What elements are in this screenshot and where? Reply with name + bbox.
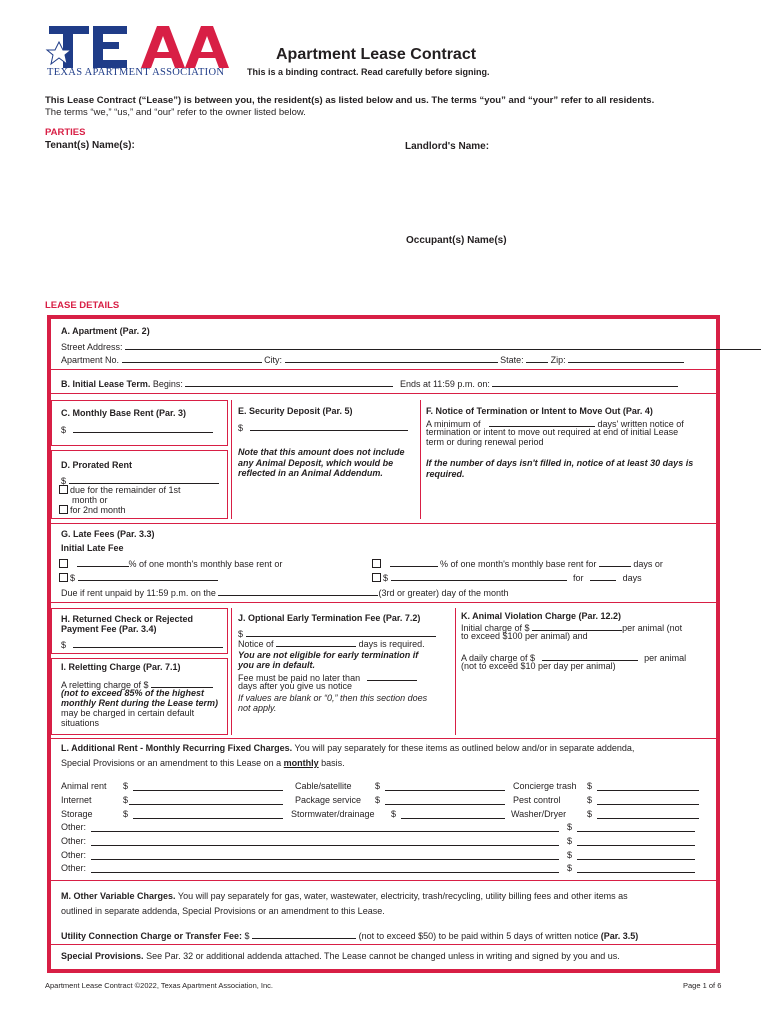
section-i-title: I. Reletting Charge (Par. 7.1) — [61, 662, 181, 672]
apartment-no-field[interactable] — [122, 353, 262, 363]
per-animal-label: per animal (not — [622, 623, 683, 633]
days-notice-label: days' written notice of — [597, 419, 684, 429]
blank-note-1: If values are blank or “0,” then this section does — [238, 693, 428, 703]
internet-label: Internet — [61, 795, 92, 805]
pest-control-field[interactable] — [597, 795, 699, 805]
special-provisions-text: See Par. 32 or additional addenda attached. The Lease cannot be changed unless in writing and signed by you and us. — [146, 951, 620, 961]
prorated-1st-label: due for the remainder of 1st — [70, 485, 181, 495]
returned-check-row — [61, 638, 223, 651]
zip-label: Zip: — [550, 355, 566, 365]
late-fee-dollar-field[interactable] — [78, 571, 218, 581]
street-address-row — [61, 340, 761, 353]
security-deposit-field[interactable] — [250, 421, 408, 431]
monthly-rent-row — [61, 423, 213, 436]
dollar-sign: $ — [567, 850, 573, 860]
early-term-fee-field[interactable] — [246, 627, 436, 637]
occupants-label[interactable]: Occupant(s) Name(s) — [406, 235, 507, 246]
daily-fee-dollar-field[interactable] — [391, 571, 567, 581]
late-due-row — [61, 586, 509, 599]
animal-exceed-2: (not to exceed $10 per day per animal) — [461, 661, 616, 671]
dollar-sign: $ — [123, 795, 129, 805]
daily-fee-dollar-checkbox[interactable] — [372, 573, 381, 582]
returned-check-fee-field[interactable] — [73, 638, 223, 648]
landlord-label[interactable]: Landlord's Name: — [405, 141, 490, 152]
early-term-notice-row — [238, 637, 425, 650]
tenants-label[interactable]: Tenant(s) Name(s): — [45, 140, 135, 151]
dollar-sign: $ — [375, 781, 381, 791]
reletting-line-3: monthly Rent during the Lease term) — [61, 698, 219, 708]
animal-daily-field[interactable] — [542, 651, 638, 661]
section-h-title-1: H. Returned Check or Rejected — [61, 614, 194, 624]
apartment-row — [61, 353, 684, 366]
notice-line-3: term or during renewal period — [426, 437, 544, 447]
reletting-line-5: situations — [61, 718, 100, 728]
section-m-row-1 — [61, 891, 628, 902]
page-subtitle: This is a binding contract. Read carefully before signing. — [247, 67, 490, 77]
late-fee-pct-row[interactable] — [59, 557, 282, 570]
section-h-title-2: Payment Fee (Par. 3.4) — [61, 624, 157, 634]
due-text: Due if rent unpaid by 11:59 p.m. on the — [61, 588, 216, 598]
taa-logo-mark — [45, 20, 245, 72]
section-a-title: A. Apartment (Par. 2) — [61, 326, 150, 336]
city-field[interactable] — [285, 353, 498, 363]
dollar-sign: $ — [238, 423, 244, 433]
footer-left: Apartment Lease Contract ©2022, Texas Apartment Association, Inc. — [45, 981, 274, 990]
taa-logo — [45, 20, 245, 80]
cable-field[interactable] — [385, 781, 505, 791]
reletting-label: A reletting charge of $ — [61, 680, 149, 690]
stormwater-field[interactable] — [401, 809, 505, 819]
reletting-line-2: (not to exceed 85% of the highest — [61, 688, 205, 698]
section-d-title: D. Prorated Rent — [61, 460, 133, 470]
other-label: Other: — [61, 822, 87, 832]
daily-fee-dollar-row[interactable] — [372, 571, 642, 584]
section-f-title: F. Notice of Termination or Intent to Move Out (Par. 4) — [426, 406, 653, 416]
dollar-sign: $ — [587, 781, 593, 791]
utility-fee-text: (not to exceed $50) to be paid within 5 days of written notice — [358, 931, 599, 941]
late-fee-pct-label: % of one month's monthly base rent or — [128, 559, 283, 569]
washer-dryer-field[interactable] — [597, 809, 699, 819]
other-label: Other: — [61, 850, 87, 860]
ends-label: Ends at 11:59 p.m. on: — [399, 379, 490, 389]
other-label: Other: — [61, 863, 87, 873]
daily-fee-pct-row[interactable] — [372, 557, 663, 570]
footer-page-number: Page 1 of 6 — [683, 981, 722, 990]
daily-fee-pct-checkbox[interactable] — [372, 559, 381, 568]
section-c-title: C. Monthly Base Rent (Par. 3) — [61, 408, 187, 418]
other-label: Other: — [61, 836, 87, 846]
days-label: days — [622, 573, 642, 583]
animal-rent-field[interactable] — [133, 781, 283, 791]
section-m-row-2: outlined in separate addenda, Special Provisions or an amendment to this Lease. — [61, 906, 385, 916]
reletting-line-4: may be charged in certain default — [61, 708, 195, 718]
dollar-sign: $ — [238, 629, 244, 639]
not-eligible-line-1: You are not eligible for early termination if — [238, 650, 419, 660]
dollar-sign: $ — [61, 476, 67, 486]
other-4-amount-field[interactable] — [577, 863, 695, 873]
section-b-row — [61, 377, 678, 390]
notice-of-label: Notice of — [238, 639, 274, 649]
section-l-text: You will pay separately for these items as outlined below and/or in separate addenda, — [294, 743, 635, 753]
dollar-sign: $ — [383, 573, 389, 583]
notice-days-field[interactable] — [489, 417, 595, 427]
days-after-notice: days after you give us notice — [238, 681, 353, 691]
initial-late-fee-label: Initial Late Fee — [61, 543, 124, 553]
other-1-amount-field[interactable] — [577, 822, 695, 832]
late-due-day-field[interactable] — [218, 586, 378, 596]
section-l-title: L. Additional Rent - Monthly Recurring Fixed Charges. — [61, 743, 293, 753]
blank-note-2: not apply. — [238, 703, 277, 713]
dollar-sign: $ — [123, 781, 129, 791]
special-provisions-label: Special Provisions. — [61, 951, 144, 961]
prorated-2nd-checkbox[interactable] — [59, 505, 68, 514]
lease-details-heading: LEASE DETAILS — [45, 300, 120, 311]
daily-fee-days-label: days or — [633, 559, 663, 569]
prorated-option-2[interactable] — [59, 505, 126, 516]
minimum-label: A minimum of — [426, 419, 481, 429]
prorated-rent-field[interactable] — [69, 474, 219, 484]
concierge-label: Concierge trash — [513, 781, 577, 791]
for-label: for — [573, 573, 584, 583]
days-required-label: days is required. — [358, 639, 425, 649]
utility-fee-field[interactable] — [252, 929, 356, 939]
other-2-amount-field[interactable] — [577, 836, 695, 846]
dollar-sign: $ — [70, 573, 76, 583]
internet-field[interactable] — [129, 795, 283, 805]
dollar-sign: $ — [391, 809, 397, 819]
section-b-title: B. Initial Lease Term. — [61, 379, 151, 389]
reletting-charge-field[interactable] — [151, 678, 213, 688]
monthly-rent-field[interactable] — [73, 423, 213, 433]
begins-label: Begins: — [152, 379, 183, 389]
dollar-sign: $ — [61, 640, 67, 650]
dollar-sign: $ — [567, 836, 573, 846]
animal-rent-label: Animal rent — [61, 781, 107, 791]
pest-control-label: Pest control — [513, 795, 561, 805]
other-3-amount-field[interactable] — [577, 850, 695, 860]
package-label: Package service — [295, 795, 362, 805]
package-field[interactable] — [385, 795, 505, 805]
begins-field[interactable] — [185, 377, 393, 387]
dollar-sign: $ — [244, 931, 250, 941]
animal-initial-label: Initial charge of $ — [461, 623, 530, 633]
dollar-sign: $ — [567, 863, 573, 873]
security-deposit-row — [238, 421, 408, 434]
monthly-emphasis: monthly — [283, 758, 319, 768]
street-address-label: Street Address: — [61, 342, 123, 352]
late-fee-pct-checkbox[interactable] — [59, 559, 68, 568]
dollar-sign: $ — [567, 822, 573, 832]
other-1-desc-field[interactable] — [91, 822, 559, 832]
parties-heading: PARTIES — [45, 127, 86, 138]
zip-field[interactable] — [568, 353, 684, 363]
notice-line-2: termination or intent to move out required at end of initial Lease — [426, 427, 679, 437]
section-m-title: M. Other Variable Charges. — [61, 891, 176, 901]
section-l-text-2b: basis. — [321, 758, 345, 768]
washer-dryer-label: Washer/Dryer — [511, 809, 567, 819]
stormwater-label: Stormwater/drainage — [291, 809, 375, 819]
state-label: State: — [500, 355, 524, 365]
utility-fee-par: (Par. 3.5) — [600, 931, 639, 941]
section-l-text-2a: Special Provisions or an amendment to this Lease on a — [61, 758, 282, 768]
section-m-text: You will pay separately for gas, water, wastewater, electricity, trash/recycling, utility billing fees and other items as — [177, 891, 628, 901]
not-eligible-line-2: you are in default. — [238, 660, 316, 670]
page-title: Apartment Lease Contract — [276, 46, 477, 63]
daily-fee-days-field[interactable] — [599, 557, 631, 567]
late-fee-pct-field[interactable] — [77, 557, 129, 567]
due-suffix: (3rd or greater) day of the month — [378, 588, 509, 598]
street-address-field[interactable] — [125, 340, 761, 350]
fee-paid-days-field[interactable] — [367, 671, 417, 681]
animal-daily-label: A daily charge of $ — [461, 653, 536, 663]
logo-text: TEXAS APARTMENT ASSOCIATION — [47, 67, 225, 78]
storage-field[interactable] — [133, 809, 283, 819]
section-l-row-2 — [61, 758, 345, 769]
storage-label: Storage — [61, 809, 93, 819]
utility-fee-row — [61, 929, 638, 942]
other-4-desc-field[interactable] — [91, 863, 559, 873]
dollar-sign: $ — [587, 809, 593, 819]
utility-fee-label: Utility Connection Charge or Transfer Fee: — [61, 931, 243, 941]
prorated-option-1b: month or — [72, 495, 108, 505]
cable-label: Cable/satellite — [295, 781, 352, 791]
late-fee-dollar-checkbox[interactable] — [59, 573, 68, 582]
late-fee-dollar-row[interactable] — [59, 571, 218, 584]
intro-line-1: This Lease Contract (“Lease”) is between you, the resident(s) as listed below and us. The terms “you” and “your” refer to all residents. — [45, 95, 655, 106]
dollar-sign: $ — [587, 795, 593, 805]
prorated-2nd-label: for 2nd month — [70, 505, 126, 515]
special-provisions-row — [61, 951, 620, 962]
security-deposit-note: Note that this amount does not include any Animal Deposit, which would be reflected in an Animal Addendum. — [238, 447, 405, 478]
section-g-title: G. Late Fees (Par. 3.3) — [61, 529, 155, 539]
per-animal-2-label: per animal — [644, 653, 687, 663]
intro-line-2: The terms “we,” “us,” and “our” refer to the owner listed below. — [45, 107, 306, 118]
apartment-no-label: Apartment No. — [61, 355, 120, 365]
section-j-title: J. Optional Early Termination Fee (Par. 7.2) — [238, 613, 421, 623]
early-term-notice-days-field[interactable] — [276, 637, 356, 647]
daily-fee-pct-label: % of one month's monthly base rent for — [440, 559, 597, 569]
section-l-row-1 — [61, 743, 634, 754]
other-2-desc-field[interactable] — [91, 836, 559, 846]
notice-note: If the number of days isn't filled in, notice of at least 30 days is required. — [426, 458, 694, 479]
state-field[interactable] — [526, 353, 548, 363]
dollar-sign: $ — [375, 795, 381, 805]
animal-initial-field[interactable] — [532, 621, 622, 631]
daily-fee-pct-field[interactable] — [390, 557, 438, 567]
section-k-title: K. Animal Violation Charge (Par. 12.2) — [461, 611, 622, 621]
dollar-sign: $ — [61, 425, 67, 435]
daily-fee-for-days-field[interactable] — [590, 571, 616, 581]
dollar-sign: $ — [123, 809, 129, 819]
section-e-title: E. Security Deposit (Par. 5) — [238, 406, 353, 416]
prorated-1st-checkbox[interactable] — [59, 485, 68, 494]
concierge-field[interactable] — [597, 781, 699, 791]
fee-paid-label: Fee must be paid no later than — [238, 673, 361, 683]
city-label: City: — [264, 355, 283, 365]
ends-field[interactable] — [492, 377, 678, 387]
other-3-desc-field[interactable] — [91, 850, 559, 860]
animal-exceed-1: to exceed $100 per animal) and — [461, 631, 588, 641]
